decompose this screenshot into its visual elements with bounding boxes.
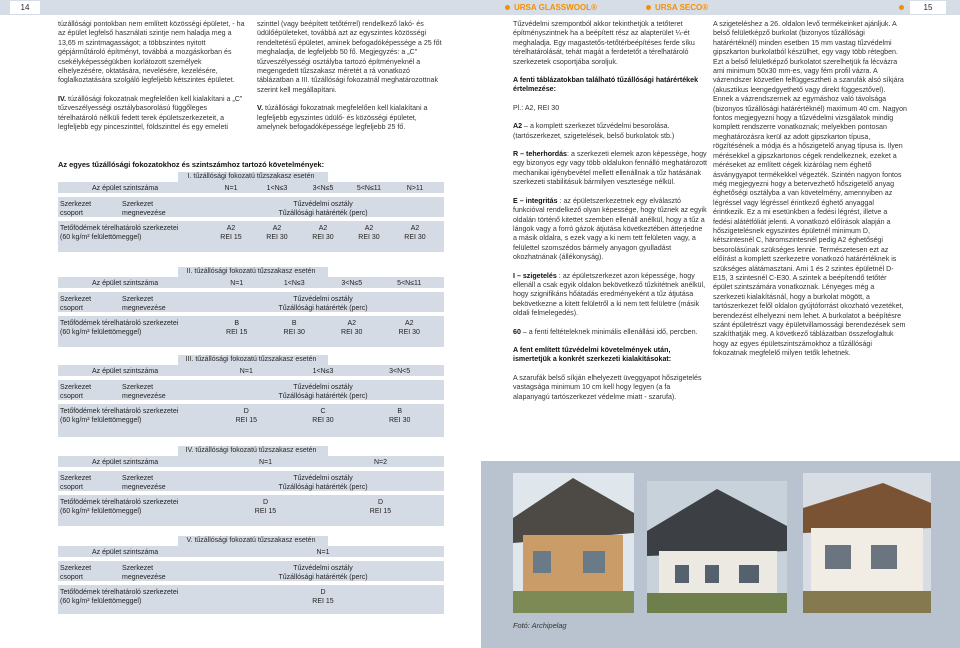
term: A2 bbox=[513, 122, 523, 131]
heading: A fenti táblázatokban található tűzállósági határértékek értelmezése: bbox=[513, 76, 699, 94]
structure-group-label: csoport bbox=[60, 393, 83, 400]
class-value: D bbox=[320, 589, 326, 596]
element-label: Tetőfödémek térelhatároló szerkezetei bbox=[60, 408, 179, 415]
text-column-1 bbox=[58, 20, 248, 141]
page-number-right: 15 bbox=[910, 1, 946, 14]
structure-group-label: Szerkezet bbox=[60, 201, 92, 208]
level-header: N=1 bbox=[224, 185, 238, 192]
limit-value: REI 15 bbox=[369, 508, 392, 515]
class-header: Tűzvédelmi osztály bbox=[293, 201, 353, 208]
fire-rating-table bbox=[58, 267, 444, 347]
table-title-row bbox=[58, 172, 444, 182]
table-section-title: Az egyes tűzállósági fokozatokhoz és szintszámhoz tartozó követelmények: bbox=[58, 160, 325, 169]
definition: : az épületszerkezetnek egy elválasztó funkcióval rendelkező olyan képessége, hogy tűznek az egyik oldalán történő kitettet szemben ellenáll anélkül, hogy a tűz a lángok vagy a forró gázok átjutása következtében átterjedne a másik oldalra, s ezek vagy a ki nem tett felületen vagy, a felülettel szomszédos bármely anyagon gyulladást okozhatnának (állékonyság). bbox=[513, 196, 707, 262]
class-value: B bbox=[291, 320, 297, 327]
limit-header: Tűzállósági határérték (perc) bbox=[278, 484, 368, 491]
level-header: 1<N≤3 bbox=[266, 185, 288, 192]
structure-name-label: megnevezése bbox=[122, 393, 166, 400]
table-title: III. tűzállósági fokozatú tűzszakasz esetén bbox=[185, 356, 317, 363]
class-value: A2 bbox=[410, 225, 420, 232]
level-header: 5<N≤11 bbox=[356, 185, 382, 192]
row-separator bbox=[58, 376, 444, 380]
example-label: Pl.: A2, REI 30 bbox=[513, 103, 560, 112]
table-title-row bbox=[58, 355, 444, 365]
element-label: (60 kg/m² felülettömeggel) bbox=[60, 598, 142, 605]
structure-name-label: megnevezése bbox=[122, 574, 166, 581]
row-separator bbox=[58, 467, 444, 471]
structure-name-label: Szerkezet bbox=[122, 384, 154, 391]
definition: – a komplett szerkezet tűzvédelmi besorolása. (tartószerkezet, szigetelések, belső burkolatok stb.) bbox=[513, 122, 675, 140]
limit-value: REI 15 bbox=[312, 598, 334, 605]
row-label: Az épület szintszáma bbox=[92, 368, 159, 375]
table-title: I. tűzállósági fokozatú tűzszakasz esetén bbox=[187, 173, 315, 180]
fire-rating-table bbox=[58, 536, 444, 614]
paragraph: szinttel (vagy beépített tetőtérrel) rendelkező lakó- és üdülőépületeket, továbbá azt az egyszintes közösségi rendeltetésű épületet, aminek befogadóképessége a 25 főt meghaladja, de legfeljebb 50 fő. Megjegyzés: a „C” tűzveszélyességi osztályba tartozó építményeknél a megengedett tűzszakasz méretét a rá vonatkozó táblázatban a III. tűzállósági fokozatnál meghatározottnak szerint kell megállapítani. bbox=[257, 20, 442, 94]
house-photo-1 bbox=[513, 473, 634, 613]
house-photo-2 bbox=[647, 481, 787, 613]
structure-name-label: megnevezése bbox=[122, 305, 166, 312]
class-value: D bbox=[262, 499, 269, 506]
bullet-icon bbox=[505, 5, 510, 10]
table-title: IV. tűzállósági fokozatú tűzszakasz esetén bbox=[185, 447, 317, 454]
limit-value: REI 30 bbox=[341, 329, 363, 336]
element-label: (60 kg/m² felülettömeggel) bbox=[60, 417, 142, 424]
table-title-row bbox=[58, 267, 444, 277]
structure-name-label: megnevezése bbox=[122, 484, 166, 491]
row-separator bbox=[58, 557, 444, 561]
limit-value: REI 30 bbox=[266, 234, 288, 241]
level-header: N=1 bbox=[316, 549, 330, 556]
structure-name-label: Szerkezet bbox=[122, 475, 154, 482]
brand-ursa-seco: URSA SECO® bbox=[655, 3, 709, 12]
level-header: N=2 bbox=[373, 459, 388, 466]
term: I – szigetelés bbox=[513, 271, 557, 280]
class-value: C bbox=[320, 408, 326, 415]
class-value: A2 bbox=[226, 225, 236, 232]
text-column-2 bbox=[257, 20, 443, 141]
class-header: Tűzvédelmi osztály bbox=[293, 475, 353, 482]
roman-numeral: V. bbox=[257, 104, 264, 113]
limit-value: REI 30 bbox=[358, 234, 380, 241]
text-column-3 bbox=[513, 20, 708, 411]
limit-value: REI 30 bbox=[312, 234, 334, 241]
class-value: A2 bbox=[364, 225, 374, 232]
limit-header: Tűzállósági határérték (perc) bbox=[278, 574, 368, 581]
structure-name-label: megnevezése bbox=[122, 210, 166, 217]
row-label: Az épület szintszáma bbox=[92, 459, 159, 466]
row-label: Az épület szintszáma bbox=[92, 549, 159, 556]
table-title: V. tűzállósági fokozatú tűzszakasz esetén bbox=[186, 537, 316, 544]
element-label: (60 kg/m² felülettömeggel) bbox=[60, 329, 142, 336]
definition: – a fenti feltételeknek minimális ellenállási idő, percben. bbox=[520, 327, 698, 336]
limit-header: Tűzállósági határérték (perc) bbox=[278, 305, 368, 312]
structure-group-label: csoport bbox=[60, 574, 83, 581]
level-header: 5<N≤11 bbox=[397, 280, 422, 287]
photo-caption: Fotó: Archipelag bbox=[513, 621, 567, 630]
limit-header: Tűzállósági határérték (perc) bbox=[278, 210, 368, 217]
fire-rating-table bbox=[58, 172, 444, 252]
fire-rating-table bbox=[58, 355, 444, 437]
class-value: A2 bbox=[347, 320, 357, 327]
heading: A fent említett tűzvédelmi követelmények után, ismertetjük a konkrét szerkezeti kialakításokat: bbox=[513, 345, 672, 364]
level-header: N=1 bbox=[258, 459, 273, 466]
paragraph: Tűzvédelmi szempontból akkor tekinthetjük a tetőteret építményszintnek ha a beépített rész az alapterület ¼-ét meghaladja. Egy magastetős-tetőtérbeépítéses ferde síku térelhatárolását, tehát magát a ferdetetőt a térelhatároló szerkezetek csoportjába soroljuk. bbox=[513, 20, 695, 66]
bullet-icon bbox=[646, 5, 651, 10]
class-value: D bbox=[377, 499, 384, 506]
limit-value: REI 30 bbox=[283, 329, 305, 336]
page-header-bar bbox=[0, 0, 960, 15]
limit-value: REI 30 bbox=[388, 417, 411, 424]
element-label: Tetőfödémek térelhatároló szerkezetei bbox=[60, 499, 179, 506]
level-header: N=1 bbox=[230, 280, 244, 287]
structure-group-label: Szerkezet bbox=[60, 296, 92, 303]
paragraph: túzállósági fokozatnak megfelelően kell kialakítani a legfeljebb egyszintes üdülő- és közösségi épületet, amelynek befogadóképessége legfeljebb 25 fő. bbox=[257, 104, 428, 132]
limit-value: REI 15 bbox=[226, 329, 248, 336]
level-header: 1<N≤3 bbox=[312, 368, 334, 375]
element-label: (60 kg/m² felülettömeggel) bbox=[60, 508, 142, 515]
definition: : az épületszerkezet azon képessége, hogy ellenáll a csak egyik oldalon bekövetkező tűzkitétnek anélkül, hogy szignifikáns hőátadás eredményeként a tűz átjutása bekövetkezne a kitett felületről a ki nem tett felületre (másik oldali felmelegedés). bbox=[513, 271, 706, 318]
level-header: 3<N≤5 bbox=[341, 280, 363, 287]
row-label: Az épület szintszáma bbox=[92, 185, 159, 192]
structure-group-label: Szerkezet bbox=[60, 565, 92, 572]
paragraph: A szigeteléshez a 26. oldalon levő termékeinket ajánljuk. A belső felületképző burkolat (bizonyos tűzállósági határértéknél) minden esetben 15 mm vastag tűzvédelmi gipszkarton burkolatból készülhet, egy vagy több rétegben. Ezt a belső felületképző burkolatot szerelhetjük fa lécvázra ami minimum 50x30 mm-es, vagy fém profil vázra. A vázrendszer közvetlen felfüggesztheti a szarufák alsó síkjára (akusztikus leengedgyethető vagy direkt függesztővel). Ennek a vázrendszernek az egymáshoz való távolsága (bizonyos tűzállósági határértéknél) maximum 40 cm. Nagyon fontos megjegyezni hogy a tűzvédelmi vizsgálatok mindig komplett rendszerre vonatkoznak; melyekben pontosan meghatározásra kerül az adott gipszkarton típusa, rögzítésének a módja és a hőszigetelő anyag típusa is. Ilyen mérésekkel a gipszkartonos cégek rendelkeznek, ezeket a méréseket az említett cégek kizárólag nem éghető ásványgyapot termékekkel végezték. Szintén nagyon fontos még megjegyezni hogy a betervezhető hőszigetelő anyag éghetőségi osztályba a van követelmény, amennyiben az légréssel vagy légréssel érintkező éghető anyaggal érintkezik. Ez a mi esetünkben a fedési légrést, illetve a fedési alátétfóliát jelenti. A vonatkozó előírások alapján a hőszigetelésnek egyszintes épületnél minimum D, kétszintesnél C, háromszintesnél pedig A2 éghetőségi besorolásúnak szükséges lennie. Természetesen ezt az előírást a komplett szerkezetre vonatkozó határértéknek is szükséges alátámasztani. Ami 1 és 2 szintes épületnél D-E15, 3 szintesnél C-E30. A szintek a beépítendő tetőtér épület szintszámára vonatkoznak. Lényeges még a szerkezeti kialakításnál, hogy a burkolat mögött, a tartószerkezet felől oldalon gyújtóforrást okozható vezetéket, berendezést elhelyezni nem lehet. A burkolatot a beépítésre szánt épületrészt vagy épületvillamossági berendezések sem szakíthatják meg. A következő táblázatban összefoglaltuk hogy az egyes épületszintszámokhoz a tűzállósági fokozatnak megfelelő milyen tetők lehetnek. bbox=[713, 20, 907, 358]
page-number-left: 14 bbox=[10, 1, 40, 14]
element-label: Tetőfödémek térelhatároló szerkezetei bbox=[60, 320, 179, 327]
element-label: (60 kg/m² felülettömeggel) bbox=[60, 234, 142, 241]
term: R – teherhordás bbox=[513, 150, 568, 159]
table-title-row bbox=[58, 446, 444, 456]
element-label: Tetőfödémek térelhatároló szerkezetei bbox=[60, 589, 179, 596]
table-title-row bbox=[58, 536, 444, 546]
structure-group-label: Szerkezet bbox=[60, 475, 92, 482]
paragraph: A szarufák belső síkján elhelyezett üveggyapot hőszigetelés vastagsága minimum 10 cm kell hogy legyen (a fa alapanyagú tartószerkezet védelme miatt - szarufa). bbox=[513, 373, 702, 401]
limit-value: REI 15 bbox=[235, 417, 258, 424]
structure-group-label: Szerkezet bbox=[60, 384, 92, 391]
text-column-4 bbox=[713, 20, 907, 368]
limit-header: Tűzállósági határérték (perc) bbox=[278, 393, 368, 400]
term: E – integritás bbox=[513, 196, 558, 205]
class-header: Tűzvédelmi osztály bbox=[293, 296, 353, 303]
class-header: Tűzvédelmi osztály bbox=[293, 565, 353, 572]
row-label: Az épület szintszáma bbox=[92, 280, 159, 287]
class-value: B bbox=[234, 320, 240, 327]
paragraph: túzállósági pontokban nem említett közösségi épületet, - ha az épület legfelső használati szintje nem haladja meg a 13,65 m szintmagasságot; a többszintes nyitott gépjárműtároló építményt, továbbá a mozgáskorban és csekélyképességükben korlátozott személyek elhelyezésére, oktatására, nevelésére, kezelésére, foglalkoztatására szolgáló legfeljebb kétszintes épületet. bbox=[58, 20, 245, 85]
table-title: II. tűzállósági fokozatú tűzszakasz esetén bbox=[186, 268, 316, 275]
level-header: 1<N≤3 bbox=[283, 280, 305, 287]
level-header: 3<N≤5 bbox=[312, 185, 334, 192]
limit-value: REI 30 bbox=[312, 417, 334, 424]
class-value: A2 bbox=[272, 225, 282, 232]
class-value: D bbox=[243, 408, 249, 415]
structure-name-label: Szerkezet bbox=[122, 296, 154, 303]
level-header: 3<N<5 bbox=[389, 368, 411, 375]
level-header: N=1 bbox=[239, 368, 253, 375]
limit-value: REI 15 bbox=[220, 234, 242, 241]
structure-name-label: Szerkezet bbox=[122, 201, 154, 208]
class-value: A2 bbox=[318, 225, 328, 232]
brand-ursa-glasswool: URSA GLASSWOOL® bbox=[514, 3, 597, 12]
house-photo-3 bbox=[803, 473, 931, 613]
fire-rating-table bbox=[58, 446, 444, 526]
structure-group-label: csoport bbox=[60, 210, 83, 217]
class-value: A2 bbox=[404, 320, 414, 327]
class-value: B bbox=[397, 408, 402, 415]
definition: : a szerkezeti elemek azon képessége, hogy egy bizonyos egy vagy több oldalukon fennálló meghatározott mechanikai igénybevétel mellett ellenállnak a tűz hatásának szerkezeti stabilitásuk bármilyen vesztesége nélkül. bbox=[513, 150, 708, 187]
structure-group-label: csoport bbox=[60, 305, 83, 312]
class-header: Tűzvédelmi osztály bbox=[293, 384, 353, 391]
element-label: Tetőfödémek térelhatároló szerkezetei bbox=[60, 225, 179, 232]
limit-value: REI 30 bbox=[404, 234, 426, 241]
term: 60 bbox=[513, 327, 521, 336]
roman-numeral: IV. bbox=[58, 94, 67, 103]
paragraph: túzállósági fokozatnak megfelelően kell kialakítani a „C” tűzveszélyességi osztálybasorolású függőleges térelhatároló nélküli fedett terek épületszerkezeteit, a legfeljebb egy pinceszinttel, földszinttel és egy emeleti bbox=[58, 94, 243, 132]
row-separator bbox=[58, 193, 444, 197]
level-header: N>11 bbox=[406, 185, 424, 192]
row-separator bbox=[58, 288, 444, 292]
limit-value: REI 30 bbox=[398, 329, 420, 336]
structure-group-label: csoport bbox=[60, 484, 83, 491]
bullet-icon bbox=[899, 5, 904, 10]
limit-value: REI 15 bbox=[254, 508, 277, 515]
structure-name-label: Szerkezet bbox=[122, 565, 154, 572]
